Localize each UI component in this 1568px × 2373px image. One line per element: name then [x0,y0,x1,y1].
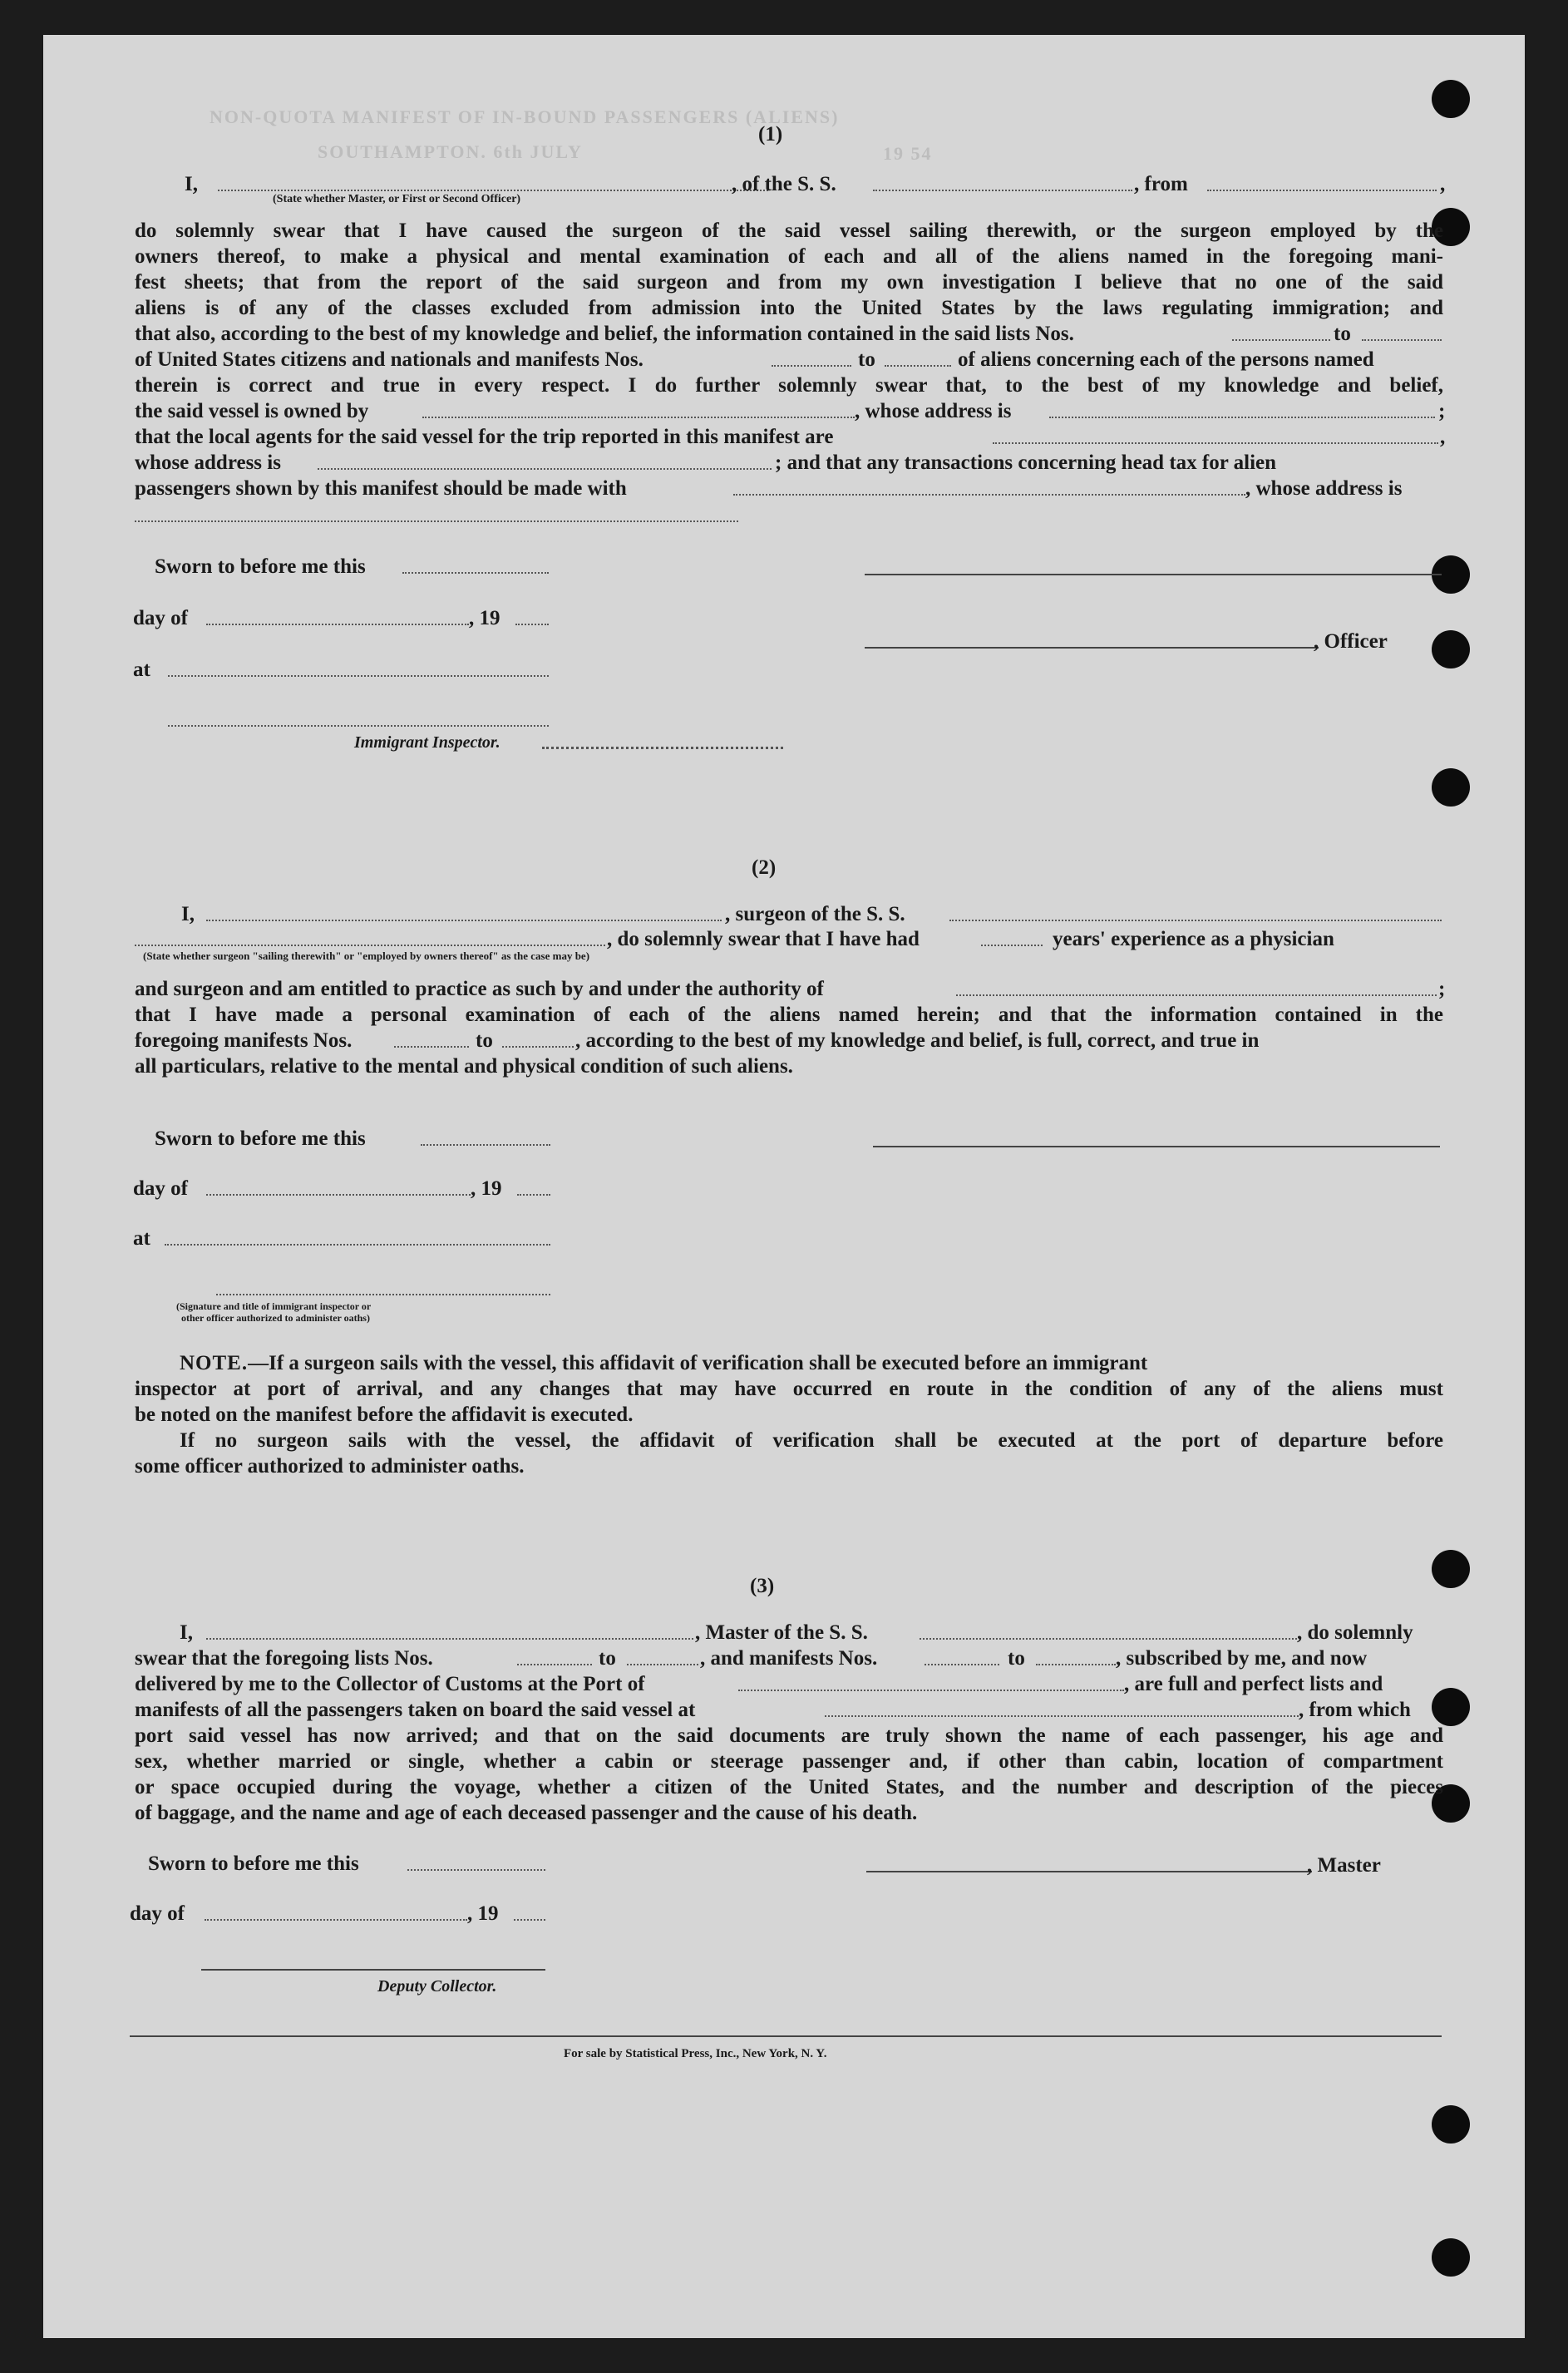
punch-hole [1432,1688,1470,1726]
s3-delivered: delivered by me to the Collector of Customs at the Port of [135,1673,645,1695]
s1-agent-address-field[interactable] [318,468,772,470]
s1-owner-field[interactable] [422,417,855,418]
footer-rule [130,2035,1442,2037]
s1-vessel-field[interactable] [873,190,1132,191]
s2-sworn: Sworn to before me this [155,1127,366,1150]
s3-paragraph: port said vessel has now arrived; and that on the said documents are truly shown the name of each passenger, his age and sex, whether married or single, whether a cabin or steerage passenger and, if other than cabin, location of compartment or space occupied during the voyage, whether a citizen of the United States, and the number and description of the pieces of baggage, and the name and age of each deceased passenger and the cause of his death. [135,1724,1443,1824]
s3-day-of: day of [130,1902,185,1925]
printer-footer: For sale by Statistical Press, Inc., New York, N. Y. [564,2047,827,2060]
punch-hole [1432,1550,1470,1588]
s3-embark-field[interactable] [825,1715,1299,1717]
s1-day-field[interactable] [206,624,469,625]
s2-examination-text: that I have made a personal examination of each of the aliens named herein; and that the information contained in the [135,1004,1443,1026]
s1-manifests-to-field[interactable] [885,365,951,367]
s1-manifests-text: of United States citizens and nationals and manifests Nos. [135,348,643,371]
s2-note-line-5: some officer authorized to administer oaths. [135,1455,525,1478]
s1-year-field[interactable] [515,624,549,625]
s2-note-label: NOTE. [180,1352,249,1374]
s1-owned-text: the said vessel is owned by [135,400,369,422]
s3-sworn-field[interactable] [407,1869,545,1871]
s1-officer-field[interactable] [218,190,768,191]
punch-hole [1432,2105,1470,2144]
s1-from: , from [1134,173,1188,195]
s2-manifests-from-field[interactable] [394,1046,469,1048]
s3-name-field[interactable] [206,1638,693,1640]
s2-note-line-2: inspector at port of arrival, and any changes that may have occurred en route in the condition of any of the aliens must [135,1378,1443,1400]
s1-at: at [133,659,150,681]
s2-inspector-signature-line[interactable] [216,1294,550,1295]
s3-lists-from-field[interactable] [517,1664,592,1665]
s1-agents-field[interactable] [993,442,1438,444]
s1-i: I, [185,173,198,195]
s2-sig-caption-2: other officer authorized to administer oaths) [181,1312,370,1324]
s1-agents-text: that the local agents for the said vessel for the trip reported in this manifest are [135,426,834,448]
s3-vessel-field[interactable] [920,1638,1297,1640]
s3-port-field[interactable] [738,1690,1124,1691]
s1-inspector-dots [542,747,783,749]
s2-note-line-3: be noted on the manifest before the affidavit is executed. [135,1404,634,1426]
s3-master-signature-line[interactable] [866,1871,1312,1872]
bleed-through-header: NON-QUOTA MANIFEST OF IN-BOUND PASSENGERS (ALIENS) [210,106,840,127]
s2-manifests-to-field[interactable] [502,1046,574,1048]
s2-vessel-field[interactable] [949,920,1442,921]
bleed-through-place: SOUTHAMPTON. 6th JULY [318,141,583,162]
s3-manifests-from-field[interactable] [925,1664,999,1665]
s1-officer-signature-line[interactable] [865,574,1442,575]
s3-swear-lists: swear that the foregoing lists Nos. [135,1647,433,1670]
s1-sworn: Sworn to before me this [155,555,366,578]
s2-caption: (State whether surgeon "sailing therewith" or "employed by owners thereof" as the case may be) [143,950,590,962]
s3-manifests-to-field[interactable] [1036,1664,1116,1665]
s1-from-field[interactable] [1207,190,1437,191]
s3-master-label: , Master [1307,1854,1381,1877]
s3-sworn: Sworn to before me this [148,1853,359,1875]
s2-note-line-1: NOTE.—If a surgeon sails with the vessel, this affidavit of verification shall be executed before an immigrant [180,1352,1148,1374]
s2-year-field[interactable] [517,1194,550,1196]
punch-hole [1432,630,1470,668]
s1-at-field[interactable] [168,675,549,677]
s1-inspector-label: Immigrant Inspector. [354,733,500,752]
s1-officer-label: , Officer [1314,630,1388,653]
s1-paragraph: do solemnly swear that I have caused the surgeon of the said vessel sailing therewith, or the surgeon employed by the owners thereof, to make a physical and mental examination of each and all of the aliens named in the foregoing mani- fest sheets; that from the report of the said surgeon and from my own investigation I believe that no one of the said aliens is of any of the classes excluded from admission into the United States by the laws regulating immigration; and [135,220,1443,319]
s2-i: I, [181,903,195,925]
punch-hole [1432,768,1470,807]
section-2-number: (2) [752,856,777,879]
s2-at: at [133,1227,150,1250]
s3-manifests-all: manifests of all the passengers taken on board the said vessel at [135,1699,696,1721]
s1-owner-address-field[interactable] [1049,417,1435,418]
s3-deputy-label: Deputy Collector. [377,1977,497,1996]
s1-headtax-field[interactable] [733,494,1245,496]
s2-day-of: day of [133,1177,188,1200]
s1-officer-caption: (State whether Master, or First or Second Officer) [273,193,521,205]
s2-sworn-field[interactable] [421,1144,550,1146]
s2-years-field[interactable] [981,945,1043,946]
s2-manifests-text: foregoing manifests Nos. [135,1029,353,1052]
s1-inspector-signature-line[interactable] [168,725,549,727]
s2-particulars-text: all particulars, relative to the mental and physical condition of such aliens. [135,1055,793,1078]
manifest-page: NON-QUOTA MANIFEST OF IN-BOUND PASSENGERS (ALIENS) SOUTHAMPTON. 6th JULY 19 54 (1) I, (State whether Master, or First or Second Officer) , of the S. S. , from , do solemnly swear that I have caused the surgeon of the said vessel sailing therewith, or the surgeon employed by the owners thereof, to make a physical and mental examination of each and all of the aliens named in the foregoing mani- fest sheets; that from the report of the said surgeon and from my own investigation I believe that no one of the said aliens is of any of the classes excluded from admission into the United States by the laws regulating immigration; and that also, according to the best of my knowledge and belief, the information contained in the said lists Nos. to of United States citizens and nationals and manifests Nos. to of aliens concerning each of the persons named therein is correct and true in every respect. I do further solemnly swear that, to the best of my knowledge and belief, the said vessel is owned by , whose address is ; that the local agents for the said vessel for the trip reported in this manifest are , whose address is ; and that any transactions concerning head tax for alien passengers shown by this manifest should be made with , whose address is Sworn to before me this day of , 19 , Officer at Immigrant Inspector. (2) I, , surgeon of the S. S. , do solemnly swear that I have had years' experience as a physician (State whether surgeon "sailing therewith" or "employed by owners thereof" as the case may be) and surgeon and am entitled to practice as such by and under the authority of ; that I have made a personal examination of each of the aliens named herein; and that the information contained in the foregoing manifests Nos. to , according to the best of my knowledge and belief, is full, correct, and true in all particulars, relative to the mental and physical condition of such aliens. Sworn to before me this day of , 19 at (Signature and title of immigrant inspector or other officer authorized to administer oaths) NOTE.—If a surgeon sails with the vessel, this affidavit of verification shall be executed before an immigrant inspector at port of arrival, and any changes that may have occurred en route in the condition of any of the aliens must be noted on the manifest before the affidavit is executed. If no surgeon sails with the vessel, the affidavit of verification shall be executed at the port of departure before some officer authorized to administer oaths. (3) I, , Master of the S. S. , do solemnly swear that the foregoing lists Nos. to , and manifests Nos. to , subscribed by me, and now delivered by me to the Collector of Customs at the Port of , are full and perfect lists and manifests of all the passengers taken on board the said vessel at , from which port said vessel has now arrived; and that on the said documents are truly shown the name of each passenger, his age and sex, whether married or single, whether a cabin or steerage passenger and, if other than cabin, location of compartment or space occupied during the voyage, whether a citizen of the United States, and the number and description of the pieces of baggage, and the name and age of each deceased passenger and the cause of his death. Sworn to before me this , Master day of , 19 Deputy Collector. For sale by Statistical Press, Inc., New York, N. Y. [43,35,1525,2338]
s2-authority-field[interactable] [956,994,1437,996]
s1-correct-text: therein is correct and true in every respect. I do further solemnly swear that, to the best of my knowledge and belief, [135,374,1443,397]
s1-lists-from-field[interactable] [1232,339,1330,341]
s1-sworn-field[interactable] [402,572,549,574]
s3-year-field[interactable] [514,1919,545,1921]
s1-headtax-address-field[interactable] [135,520,738,522]
s2-note-line-4: If no surgeon sails with the vessel, the affidavit of verification shall be executed at the port of departure before [180,1429,1443,1452]
s1-lists-text: that also, according to the best of my knowledge and belief, the information contained in the said lists Nos. [135,323,1074,345]
s1-headtax-text: passengers shown by this manifest should be made with [135,477,627,500]
s2-name-field[interactable] [206,920,722,921]
s1-agent-address-text: whose address is [135,451,281,474]
s2-at-field[interactable] [165,1244,550,1246]
s3-i: I, [180,1621,193,1644]
section-1-number: (1) [758,123,783,146]
s1-of-the-ss: , of the S. S. [732,173,836,195]
s3-lists-to-field[interactable] [627,1664,698,1665]
s1-lists-to-field[interactable] [1362,339,1442,341]
s1-manifests-from-field[interactable] [772,365,851,367]
s2-capacity-field[interactable] [135,945,605,946]
s3-deputy-signature-line[interactable] [201,1969,545,1971]
punch-hole [1432,80,1470,118]
s2-surgeon-signature-line[interactable] [873,1146,1440,1147]
s1-officer-line[interactable] [865,647,1319,649]
punch-hole [1432,2238,1470,2277]
section-3-number: (3) [750,1575,775,1597]
s3-day-field[interactable] [205,1919,467,1921]
bleed-through-year: 19 54 [883,143,933,164]
s2-sig-caption-1: (Signature and title of immigrant inspector or [176,1300,372,1312]
s1-day-of: day of [133,607,188,629]
s2-authority-text: and surgeon and am entitled to practice as such by and under the authority of [135,978,824,1000]
s2-day-field[interactable] [206,1194,471,1196]
